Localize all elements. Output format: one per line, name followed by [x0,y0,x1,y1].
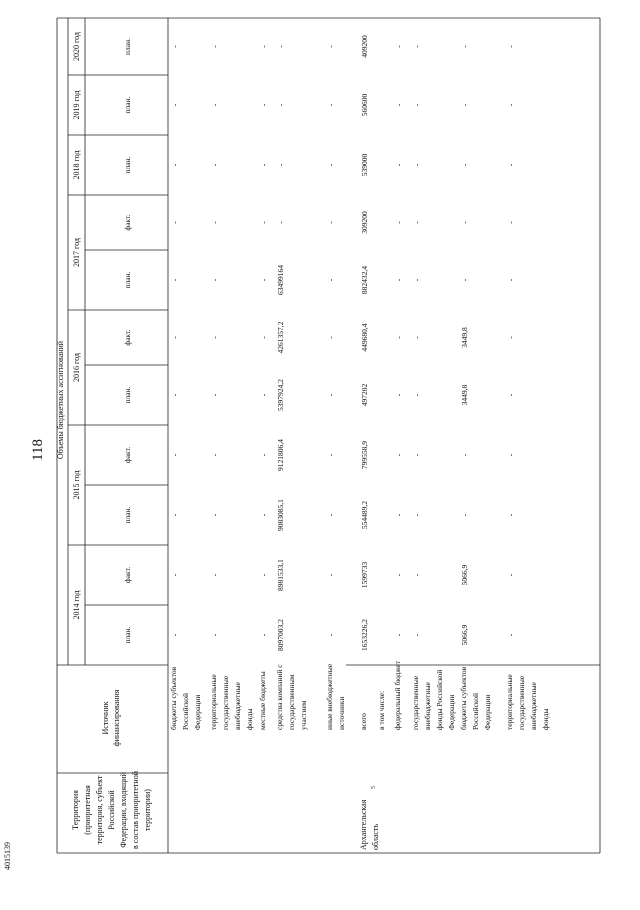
source-label: в том числе: [377,690,386,730]
cell-value: 8097003,2 [276,619,285,651]
source-label: фонды Российской [435,669,444,730]
cell-value: - [460,453,469,457]
region-footnote-marker: 5 [371,786,377,789]
source-label: государственные [411,675,420,730]
cell-value: - [460,163,469,167]
cell-value: 449680,4 [360,323,369,352]
cell-value: - [394,45,403,48]
cell-value: - [210,103,219,107]
cell-value: - [412,453,421,457]
source-label: источники [337,696,346,730]
year-header: 2018 год [72,150,81,180]
cell-value: - [326,573,335,577]
cell-value: - [394,163,403,167]
cell-value: - [210,513,219,517]
cell-value: 63499164 [276,265,285,295]
year-header: 2014 год [72,590,81,620]
fact-header: факт. [123,329,132,346]
cell-value: - [412,278,421,282]
source-label: государственным [287,674,296,730]
cell-value: - [259,103,268,107]
cell-value: - [506,45,515,48]
cell-value: - [394,633,403,637]
cell-value: - [326,453,335,457]
cell-value: - [210,633,219,637]
plan-header: план. [123,38,132,55]
cell-value: 8981533,1 [276,559,285,591]
cell-value: - [170,221,179,224]
cell-value: 5066,9 [460,624,469,646]
cell-value: 799558,9 [360,440,369,470]
territory-header-line: территория, субъект [95,775,104,845]
cell-value: 4261357,2 [276,321,285,354]
cell-value: - [259,393,268,397]
cell-value: - [210,453,219,457]
cell-value: - [412,103,421,107]
source-label: государственные [517,675,526,730]
cell-value: - [276,103,285,107]
source-label: местные бюджеты [258,671,267,730]
source-label: фонды [245,708,254,730]
cell-value: - [506,513,515,517]
cell-value: - [506,221,515,224]
cell-value: - [412,393,421,397]
year-header: 2015 год [72,470,81,500]
cell-value: - [326,221,335,224]
cell-value: - [394,103,403,107]
cell-value: 409200 [360,35,369,58]
cell-value: - [394,453,403,457]
cell-value: - [170,633,179,637]
cell-value: - [259,163,268,167]
cell-value: - [506,278,515,282]
plan-header: план. [123,271,132,289]
source-label: федеральный бюджет [393,660,402,730]
source-label: всего [359,713,368,730]
cell-value: - [326,163,335,167]
cell-value: - [460,278,469,282]
cell-value: - [412,336,421,339]
cell-value: - [259,336,268,339]
table-body [169,35,550,850]
source-label: Российской [181,693,190,730]
source-label: иные внебюджетные [325,663,334,730]
fact-header: факт. [123,446,132,464]
cell-value: - [326,45,335,48]
cell-value: - [394,513,403,517]
source-label: государственные [221,675,230,730]
page-number: 118 [30,439,46,461]
cell-value: - [259,278,268,282]
cell-value: - [259,633,268,637]
cell-value: - [460,221,469,224]
cell-value: - [210,336,219,339]
grid-lines [68,75,168,605]
territory-header-line: в состав приоритетной [131,771,140,849]
cell-value: - [210,573,219,577]
cell-value: - [506,163,515,167]
cell-value: - [412,163,421,167]
cell-value: - [506,393,515,397]
cell-value: 554489,2 [360,500,369,530]
cell-value: 5397924,2 [276,379,285,411]
source-label: территориальные [505,674,514,730]
cell-value: - [170,278,179,282]
cell-value: 9083085,1 [276,499,285,531]
region-label: Архангельская [359,799,368,850]
source-label: средства компаний с [275,664,284,730]
cell-value: - [210,393,219,397]
cell-value: - [506,633,515,637]
cell-value: - [259,453,268,457]
cell-value: 1599733 [360,561,369,589]
cell-value: 539000 [360,153,369,177]
cell-value: 1653226,2 [360,619,369,651]
cell-value: - [460,103,469,107]
cell-value: - [506,573,515,577]
source-label: внебюджетные [233,682,242,730]
plan-header: план. [123,156,132,174]
cell-value: - [394,336,403,339]
cell-value: - [170,573,179,577]
year-header: 2019 год [72,90,81,120]
cell-value: - [259,221,268,224]
cell-value: - [210,45,219,48]
cell-value: - [170,393,179,397]
cell-value: - [506,453,515,457]
cell-value: - [259,573,268,577]
cell-value: - [506,103,515,107]
territory-header-line: территории) [143,789,152,831]
cell-value: - [170,103,179,107]
cell-value: 309200 [360,211,369,234]
plan-header: план. [123,96,132,114]
cell-value: - [259,513,268,517]
year-header: 2016 год [72,353,81,382]
cell-value: 3449,8 [460,327,469,348]
cell-value: 9121806,4 [276,439,285,471]
cell-value: - [326,103,335,107]
cell-value: - [394,221,403,224]
source-label: бюджеты субъектов [459,666,468,730]
table-header [56,32,152,849]
plan-header: план. [123,506,132,524]
territory-header-line: (приоритетная [83,785,92,835]
cell-value: - [394,573,403,577]
volumes-header: Объемы бюджетных ассигнований [56,340,65,460]
plan-header: план. [123,626,132,644]
territory-header-line: Территория [71,790,80,830]
source-label: внебюджетные [423,682,432,730]
cell-value: - [170,45,179,48]
cell-value: - [412,221,421,224]
cell-value: - [412,633,421,637]
cell-value: - [276,45,285,48]
cell-value: - [412,45,421,48]
cell-value: - [460,513,469,517]
cell-value: - [210,278,219,282]
cell-value: - [326,336,335,339]
cell-value: - [170,163,179,167]
source-label: Федерации [483,694,492,730]
document-code: 4015139 [3,842,12,870]
cell-value: - [394,278,403,282]
cell-value: - [259,45,268,48]
cell-value: - [326,633,335,637]
cell-value: - [460,45,469,48]
cell-value: - [210,221,219,224]
cell-value: 560600 [360,93,369,117]
cell-value: - [170,453,179,457]
source-label: территориальные [209,674,218,730]
cell-value: - [394,393,403,397]
territory-header-line: Федерации, входящий [119,772,128,848]
cell-value: - [210,163,219,167]
region-label: область [371,823,380,850]
cell-value: - [412,513,421,517]
source-header-line: Источник [101,701,110,735]
cell-value: - [326,393,335,397]
cell-value: - [412,573,421,577]
fact-header: факт. [123,214,132,231]
source-label: бюджеты субъектов [169,666,178,730]
cell-value: - [506,336,515,339]
source-label: фонды [541,708,550,730]
cell-value: - [276,163,285,167]
cell-value: - [326,513,335,517]
source-label: внебюджетные [529,682,538,730]
cell-value: - [326,278,335,282]
year-header: 2017 год [72,238,81,267]
cell-value: 5066,9 [460,564,469,586]
source-header-line: финансирования [112,689,121,747]
cell-value: - [276,221,285,224]
cell-value: - [170,336,179,339]
cell-value: 3449,8 [460,384,469,406]
source-label: Федерации [193,694,202,730]
year-header: 2020 год [72,32,81,61]
source-label: Российской [471,693,480,730]
source-label: участием [299,700,308,730]
fact-header: факт. [123,566,132,584]
cell-value: 882432,4 [360,265,369,295]
plan-header: план. [123,386,132,404]
territory-header-line: Российской [107,790,116,830]
cell-value: - [170,513,179,517]
cell-value: 497202 [360,383,369,407]
source-label: Федерации [447,694,456,730]
